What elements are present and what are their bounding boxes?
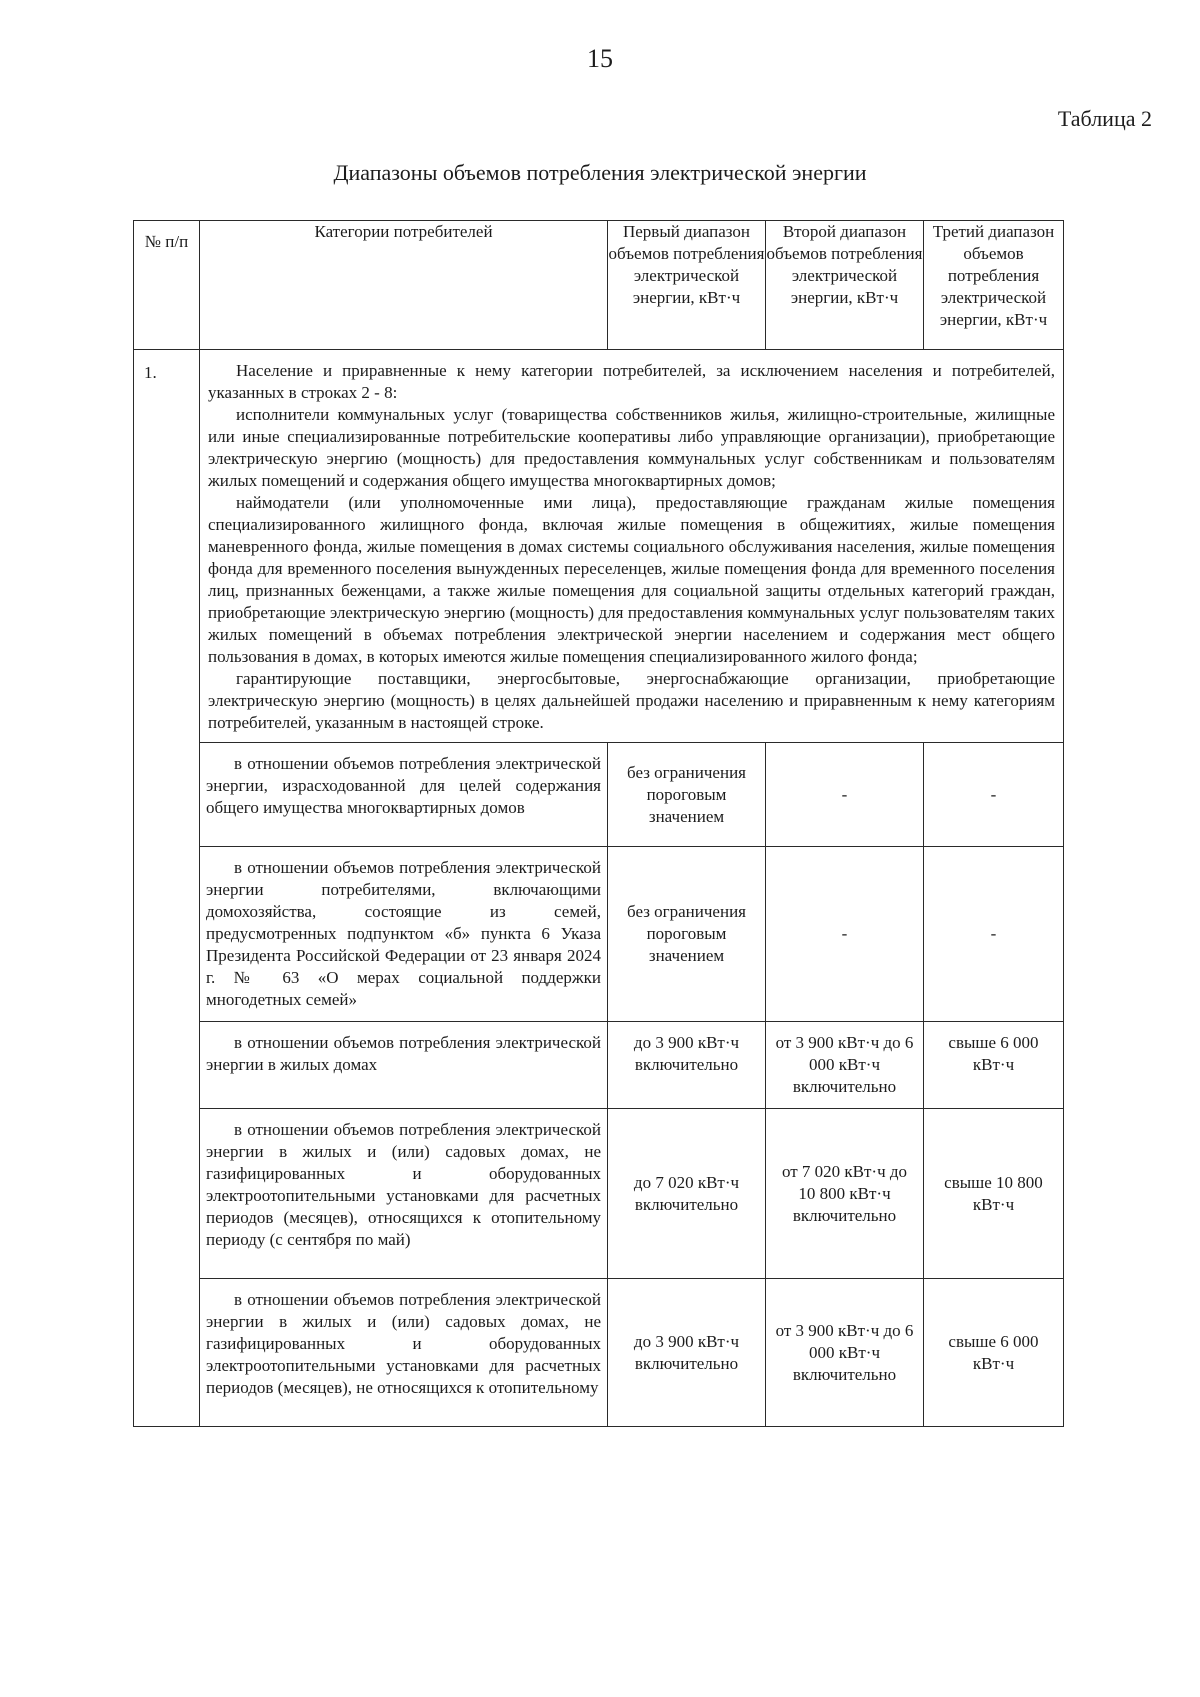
table-subrow — [134, 847, 1064, 1022]
subrow-category: в отношении объемов потребления электрической энергии в жилых и (или) садовых домах, не газифицированных и оборудованных электроотопительными установками для расчетных периодов (месяцев), не относящихся к отопительному — [200, 1279, 608, 1427]
table-title: Диапазоны объемов потребления электрической энергии — [333, 160, 867, 185]
subrow-category: в отношении объемов потребления электрической энергии в жилых домах — [200, 1022, 608, 1109]
row-number: 1. — [134, 350, 200, 1427]
header-range1: Первый диапазон объемов потребления электрической энергии, кВт·ч — [608, 221, 766, 350]
page-number: 15 — [587, 44, 613, 73]
subrow-range2: от 3 900 кВт·ч до 6 000 кВт·ч включительно — [766, 1022, 924, 1109]
subrow-range1: без ограничения пороговым значением — [608, 743, 766, 847]
table-label: Таблица 2 — [1057, 106, 1152, 131]
subrow-range2: от 7 020 кВт·ч до 10 800 кВт·ч включительно — [766, 1109, 924, 1279]
subrow-range3: свыше 6 000 кВт·ч — [924, 1279, 1064, 1427]
header-num: № п/п — [134, 221, 200, 350]
row1-description — [200, 350, 1064, 743]
subrow-category: в отношении объемов потребления электрической энергии в жилых и (или) садовых домах, не газифицированных и оборудованных электроотопительными установками для расчетных периодов (месяцев), относящихся к отопительному периоду (с сентября по май) — [200, 1109, 608, 1279]
row1-paragraph: гарантирующие поставщики, энергосбытовые, энергоснабжающие организации, приобретающие электрическую энергию (мощность) в целях дальнейшей продажи населению и приравненным к нему категориям потребителей, указанным в настоящей строке. — [208, 669, 1055, 732]
subrow-range3: - — [924, 847, 1064, 1022]
header-range3: Третий диапазон объемов потребления электрической энергии, кВт·ч — [924, 221, 1064, 350]
header-category: Категории потребителей — [200, 221, 608, 350]
subrow-category: в отношении объемов потребления электрической энергии, израсходованной для целей содержания общего имущества многоквартирных домов — [200, 743, 608, 847]
row1-paragraph: исполнители коммунальных услуг (товарищества собственников жилья, жилищно-строительные, жилищные или иные специализированные потребительские кооперативы либо управляющие организации), приобретающие электрическую энергию (мощность) для предоставления коммунальных услуг собственникам и пользователям жилых помещений и содержания общего имущества многоквартирных домов; — [208, 405, 1055, 490]
row1-paragraph: Население и приравненные к нему категории потребителей, за исключением населения и потребителей, указанных в строках 2 - 8: — [208, 361, 1055, 402]
header-range2: Второй диапазон объемов потребления электрической энергии, кВт·ч — [766, 221, 924, 350]
table-row — [134, 350, 1064, 743]
table-header-row — [134, 221, 1064, 350]
table-subrow — [134, 743, 1064, 847]
subrow-range1: до 7 020 кВт·ч включительно — [608, 1109, 766, 1279]
subrow-range2: от 3 900 кВт·ч до 6 000 кВт·ч включительно — [766, 1279, 924, 1427]
subrow-range3: - — [924, 743, 1064, 847]
consumption-ranges-table — [133, 220, 1064, 1427]
table-subrow — [134, 1279, 1064, 1427]
subrow-category: в отношении объемов потребления электрической энергии потребителями, включающими домохозяйства, состоящие из семей, предусмотренных подпунктом «б» пункта 6 Указа Президента Российской Федерации от 23 января 2024 г. № 63 «О мерах социальной поддержки многодетных семей» — [200, 847, 608, 1022]
row1-paragraph: наймодатели (или уполномоченные ими лица), предоставляющие гражданам жилые помещения специализированного жилищного фонда, включая жилые помещения в общежитиях, жилые помещения маневренного фонда, жилые помещения в домах системы социального обслуживания населения, жилые помещения фонда для временного поселения вынужденных переселенцев, жилые помещения фонда для временного поселения лиц, признанных беженцами, а также жилые помещения для социальной защиты отдельных категорий граждан, приобретающие электрическую энергию (мощность) для предоставления коммунальных услуг пользователям таких жилых помещений в объемах потребления электрической энергии населением и содержания мест общего пользования в домах, в которых имеются жилые помещения специализированного жилого фонда; — [208, 493, 1055, 666]
subrow-range1: до 3 900 кВт·ч включительно — [608, 1022, 766, 1109]
subrow-range2: - — [766, 847, 924, 1022]
subrow-range2: - — [766, 743, 924, 847]
subrow-range1: без ограничения пороговым значением — [608, 847, 766, 1022]
table-subrow — [134, 1109, 1064, 1279]
subrow-range3: свыше 10 800 кВт·ч — [924, 1109, 1064, 1279]
table-subrow — [134, 1022, 1064, 1109]
subrow-range1: до 3 900 кВт·ч включительно — [608, 1279, 766, 1427]
subrow-range3: свыше 6 000 кВт·ч — [924, 1022, 1064, 1109]
